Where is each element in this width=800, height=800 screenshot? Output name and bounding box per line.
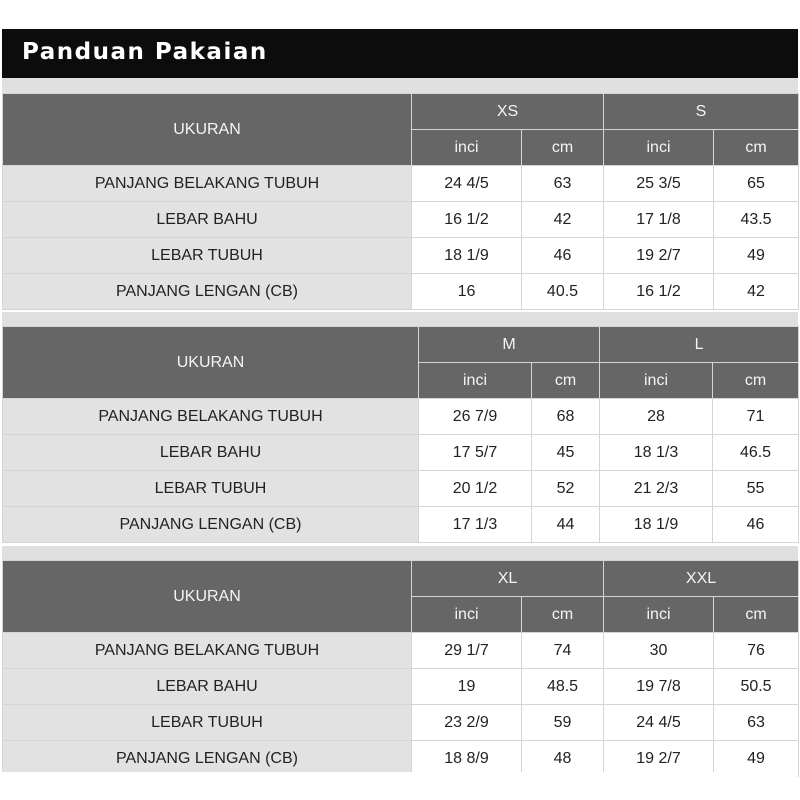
cell-value: 19 2/7 bbox=[604, 238, 714, 274]
cell-value: 18 1/9 bbox=[600, 507, 713, 543]
row-label: PANJANG BELAKANG TUBUH bbox=[3, 399, 419, 435]
cell-value: 50.5 bbox=[714, 669, 799, 705]
ukuran-header: UKURAN bbox=[3, 561, 412, 633]
size-header-xs: XS bbox=[412, 94, 604, 130]
cell-value: 46.5 bbox=[713, 435, 799, 471]
cell-value: 16 bbox=[412, 274, 522, 310]
table-row bbox=[3, 202, 799, 238]
table-row bbox=[3, 238, 799, 274]
title-bar bbox=[2, 29, 798, 78]
cell-value: 16 1/2 bbox=[604, 274, 714, 310]
table-row bbox=[3, 274, 799, 310]
cell-value: 49 bbox=[714, 238, 799, 274]
cell-value: 59 bbox=[522, 705, 604, 741]
cell-value: 52 bbox=[532, 471, 600, 507]
cell-value: 25 3/5 bbox=[604, 166, 714, 202]
cell-value: 19 2/7 bbox=[604, 741, 714, 777]
row-label: PANJANG BELAKANG TUBUH bbox=[3, 166, 412, 202]
row-label: PANJANG BELAKANG TUBUH bbox=[3, 633, 412, 669]
size-header-l: L bbox=[600, 327, 799, 363]
cell-value: 40.5 bbox=[522, 274, 604, 310]
size-header-xl: XL bbox=[412, 561, 604, 597]
unit-header-inci: inci bbox=[604, 597, 714, 633]
ukuran-header: UKURAN bbox=[3, 94, 412, 166]
unit-header-cm: cm bbox=[522, 597, 604, 633]
cell-value: 24 4/5 bbox=[604, 705, 714, 741]
cell-value: 46 bbox=[522, 238, 604, 274]
cell-value: 68 bbox=[532, 399, 600, 435]
size-header-s: S bbox=[604, 94, 799, 130]
cell-value: 48.5 bbox=[522, 669, 604, 705]
unit-header-cm: cm bbox=[714, 130, 799, 166]
cell-value: 65 bbox=[714, 166, 799, 202]
unit-header-inci: inci bbox=[600, 363, 713, 399]
unit-header-inci: inci bbox=[419, 363, 532, 399]
size-header-m: M bbox=[419, 327, 600, 363]
table-row bbox=[3, 471, 799, 507]
size-table-xs-s bbox=[2, 93, 799, 310]
cell-value: 18 1/3 bbox=[600, 435, 713, 471]
size-table-xl-xxl bbox=[2, 560, 799, 777]
table-row bbox=[3, 507, 799, 543]
cell-value: 71 bbox=[713, 399, 799, 435]
table-row bbox=[3, 705, 799, 741]
cell-value: 45 bbox=[532, 435, 600, 471]
cell-value: 18 1/9 bbox=[412, 238, 522, 274]
unit-header-cm: cm bbox=[714, 597, 799, 633]
size-table-m-l bbox=[2, 326, 799, 543]
cell-value: 55 bbox=[713, 471, 799, 507]
cell-value: 30 bbox=[604, 633, 714, 669]
cell-value: 42 bbox=[714, 274, 799, 310]
unit-header-inci: inci bbox=[604, 130, 714, 166]
page-title: Panduan Pakaian bbox=[22, 39, 268, 65]
separator-strip bbox=[2, 312, 798, 326]
row-label: LEBAR BAHU bbox=[3, 435, 419, 471]
row-label: PANJANG LENGAN (CB) bbox=[3, 741, 412, 777]
cell-value: 24 4/5 bbox=[412, 166, 522, 202]
separator-strip bbox=[2, 546, 798, 560]
unit-header-inci: inci bbox=[412, 130, 522, 166]
row-label: PANJANG LENGAN (CB) bbox=[3, 507, 419, 543]
cell-value: 18 8/9 bbox=[412, 741, 522, 777]
unit-header-cm: cm bbox=[522, 130, 604, 166]
row-label: PANJANG LENGAN (CB) bbox=[3, 274, 412, 310]
cell-value: 23 2/9 bbox=[412, 705, 522, 741]
cell-value: 17 1/3 bbox=[419, 507, 532, 543]
cell-value: 19 bbox=[412, 669, 522, 705]
cell-value: 63 bbox=[714, 705, 799, 741]
cell-value: 19 7/8 bbox=[604, 669, 714, 705]
size-header-xxl: XXL bbox=[604, 561, 799, 597]
row-label: LEBAR BAHU bbox=[3, 202, 412, 238]
unit-header-inci: inci bbox=[412, 597, 522, 633]
unit-header-cm: cm bbox=[532, 363, 600, 399]
row-label: LEBAR TUBUH bbox=[3, 238, 412, 274]
table-row bbox=[3, 435, 799, 471]
separator-strip bbox=[2, 78, 798, 93]
cell-value: 21 2/3 bbox=[600, 471, 713, 507]
cell-value: 28 bbox=[600, 399, 713, 435]
cell-value: 63 bbox=[522, 166, 604, 202]
row-label: LEBAR TUBUH bbox=[3, 705, 412, 741]
cell-value: 29 1/7 bbox=[412, 633, 522, 669]
cell-value: 74 bbox=[522, 633, 604, 669]
cell-value: 44 bbox=[532, 507, 600, 543]
cell-value: 17 5/7 bbox=[419, 435, 532, 471]
row-label: LEBAR TUBUH bbox=[3, 471, 419, 507]
cell-value: 20 1/2 bbox=[419, 471, 532, 507]
bottom-margin bbox=[2, 772, 798, 800]
table-row bbox=[3, 399, 799, 435]
unit-header-cm: cm bbox=[713, 363, 799, 399]
table-row bbox=[3, 669, 799, 705]
ukuran-header: UKURAN bbox=[3, 327, 419, 399]
cell-value: 26 7/9 bbox=[419, 399, 532, 435]
table-row bbox=[3, 166, 799, 202]
cell-value: 46 bbox=[713, 507, 799, 543]
cell-value: 49 bbox=[714, 741, 799, 777]
cell-value: 42 bbox=[522, 202, 604, 238]
cell-value: 48 bbox=[522, 741, 604, 777]
cell-value: 16 1/2 bbox=[412, 202, 522, 238]
cell-value: 17 1/8 bbox=[604, 202, 714, 238]
cell-value: 76 bbox=[714, 633, 799, 669]
table-row bbox=[3, 633, 799, 669]
row-label: LEBAR BAHU bbox=[3, 669, 412, 705]
cell-value: 43.5 bbox=[714, 202, 799, 238]
